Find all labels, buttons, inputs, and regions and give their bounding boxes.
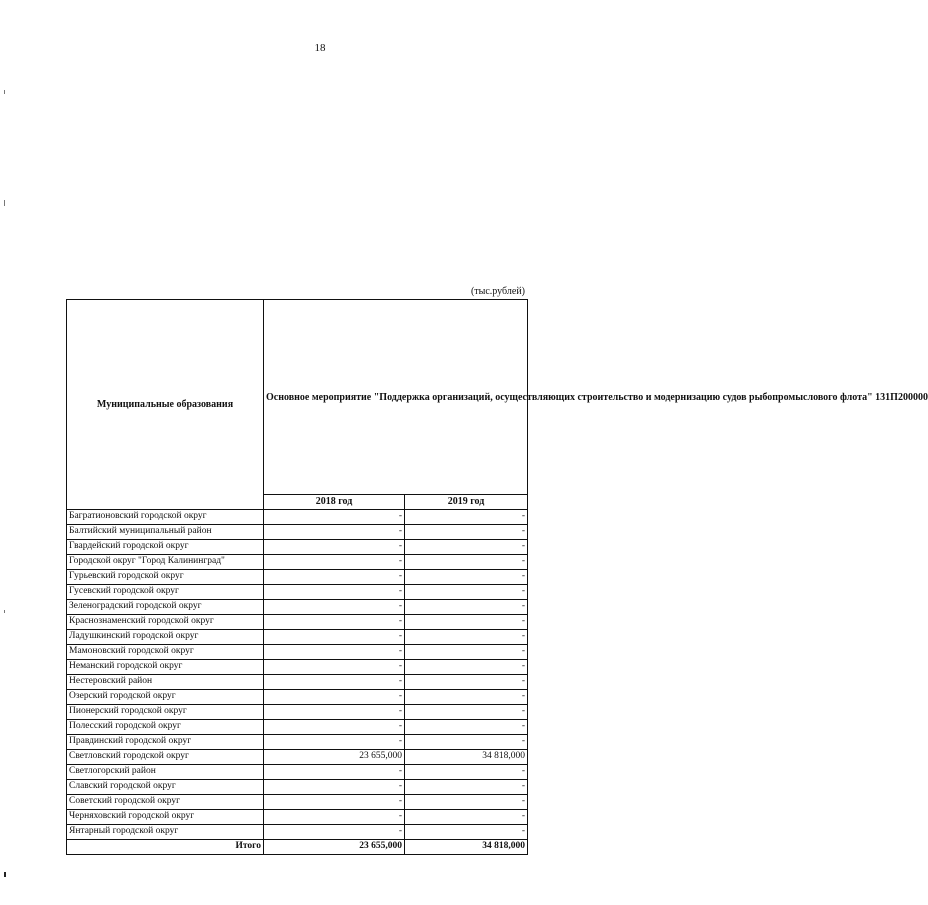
municipality-name: Гвардейский городской округ [67, 540, 264, 555]
page-number: 18 [314, 42, 326, 54]
table-row [67, 540, 528, 555]
value-2018: - [264, 540, 405, 555]
value-2019: - [405, 585, 528, 600]
value-2018: - [264, 615, 405, 630]
value-2019: - [405, 720, 528, 735]
total-row [67, 840, 528, 855]
municipality-name: Зеленоградский городской округ [67, 600, 264, 615]
scan-mark [4, 200, 5, 206]
table-row [67, 735, 528, 750]
value-2018: - [264, 735, 405, 750]
value-2018: - [264, 795, 405, 810]
total-2019: 34 818,000 [405, 840, 528, 855]
scan-mark [4, 90, 5, 94]
value-2018: - [264, 690, 405, 705]
header-year-2018: 2018 год [264, 495, 405, 510]
municipality-name: Гурьевский городской округ [67, 570, 264, 585]
municipality-name: Светловский городской округ [67, 750, 264, 765]
value-2019: - [405, 735, 528, 750]
municipality-name: Правдинский городской округ [67, 735, 264, 750]
municipality-name: Балтийский муниципальный район [67, 525, 264, 540]
value-2019: - [405, 675, 528, 690]
table-body [67, 510, 528, 840]
value-2018: - [264, 510, 405, 525]
value-2019: 34 818,000 [405, 750, 528, 765]
table-row [67, 750, 528, 765]
value-2018: 23 655,000 [264, 750, 405, 765]
municipality-name: Советский городской округ [67, 795, 264, 810]
value-2019: - [405, 810, 528, 825]
table-row [67, 825, 528, 840]
value-2019: - [405, 525, 528, 540]
value-2018: - [264, 555, 405, 570]
total-label: Итого [67, 840, 264, 855]
value-2018: - [264, 645, 405, 660]
table-row [67, 795, 528, 810]
table-row [67, 705, 528, 720]
value-2019: - [405, 600, 528, 615]
value-2019: - [405, 540, 528, 555]
table-row [67, 690, 528, 705]
table-row [67, 720, 528, 735]
value-2019: - [405, 765, 528, 780]
municipality-name: Черняховский городской округ [67, 810, 264, 825]
table-row [67, 585, 528, 600]
value-2019: - [405, 795, 528, 810]
municipality-name: Славский городской округ [67, 780, 264, 795]
municipality-name: Городской округ "Город Калининград" [67, 555, 264, 570]
municipality-name: Полесский городской округ [67, 720, 264, 735]
municipality-name: Ладушкинский городской округ [67, 630, 264, 645]
header-year-2019: 2019 год [405, 495, 528, 510]
table-row [67, 765, 528, 780]
municipality-name: Мамоновский городской округ [67, 645, 264, 660]
value-2018: - [264, 570, 405, 585]
table-row [67, 555, 528, 570]
value-2018: - [264, 585, 405, 600]
value-2018: - [264, 825, 405, 840]
units-label: (тыс.рублей) [470, 286, 525, 297]
value-2018: - [264, 720, 405, 735]
table-row [67, 570, 528, 585]
municipality-name: Озерский городской округ [67, 690, 264, 705]
value-2019: - [405, 555, 528, 570]
municipality-name: Пионерский городской округ [67, 705, 264, 720]
subsidy-table [66, 299, 928, 855]
municipality-name: Гусевский городской округ [67, 585, 264, 600]
scan-mark [4, 872, 6, 877]
value-2019: - [405, 780, 528, 795]
table-header-row [67, 300, 528, 495]
municipality-name: Краснознаменский городской округ [67, 615, 264, 630]
value-2018: - [264, 810, 405, 825]
table-row [67, 780, 528, 795]
table-row [67, 630, 528, 645]
header-municipalities: Муниципальные образования [67, 300, 264, 510]
header-main-measure: Основное мероприятие "Поддержка организаций, осуществляющих строительство и модернизацию судов рыбопромыслового флота" 131П200000 [264, 300, 528, 495]
value-2019: - [405, 645, 528, 660]
municipality-name: Нестеровский район [67, 675, 264, 690]
value-2019: - [405, 660, 528, 675]
scan-mark [4, 610, 5, 613]
value-2019: - [405, 570, 528, 585]
table-row [67, 645, 528, 660]
table-row [67, 675, 528, 690]
value-2018: - [264, 660, 405, 675]
value-2019: - [405, 825, 528, 840]
table-row [67, 615, 528, 630]
value-2019: - [405, 615, 528, 630]
municipality-name: Светлогорский район [67, 765, 264, 780]
value-2018: - [264, 600, 405, 615]
municipality-name: Янтарный городской округ [67, 825, 264, 840]
value-2018: - [264, 780, 405, 795]
value-2018: - [264, 675, 405, 690]
value-2018: - [264, 765, 405, 780]
table-row [67, 600, 528, 615]
value-2018: - [264, 525, 405, 540]
value-2018: - [264, 705, 405, 720]
value-2019: - [405, 510, 528, 525]
table-row [67, 525, 528, 540]
table-row [67, 660, 528, 675]
total-2018: 23 655,000 [264, 840, 405, 855]
municipality-name: Багратионовский городской округ [67, 510, 264, 525]
value-2019: - [405, 705, 528, 720]
value-2018: - [264, 630, 405, 645]
municipality-name: Неманский городской округ [67, 660, 264, 675]
value-2019: - [405, 630, 528, 645]
table-row [67, 810, 528, 825]
value-2019: - [405, 690, 528, 705]
table-row [67, 510, 528, 525]
